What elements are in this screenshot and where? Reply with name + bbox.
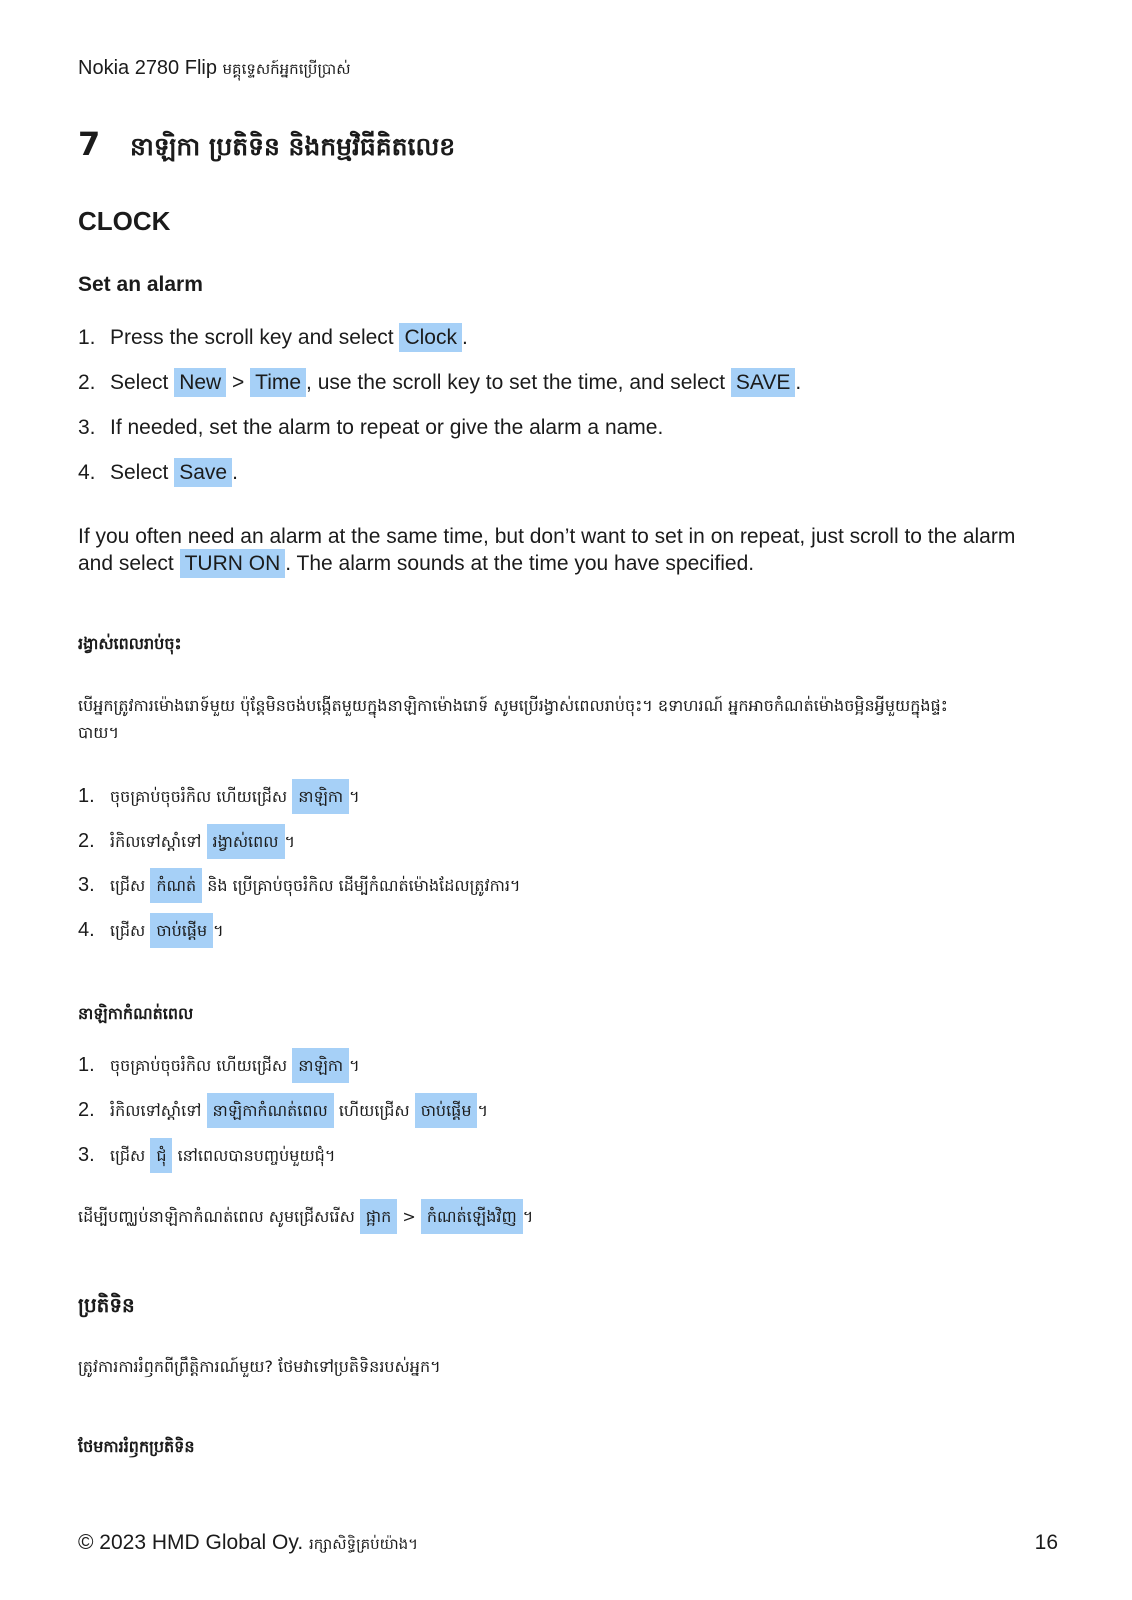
ui-label-set-km: កំណត់ [150, 868, 202, 903]
step-text: . [795, 371, 802, 394]
alarm-step [78, 410, 1038, 450]
chapter-heading [78, 122, 455, 172]
step-text: . [232, 461, 238, 484]
ui-label-reset-km: កំណត់ឡើងវិញ [421, 1199, 523, 1234]
step-text: នៅពេលបានបញ្ចប់មួយជុំ។ [172, 1146, 336, 1165]
step-number: 2. [78, 371, 96, 394]
step-number: 3. [78, 874, 95, 896]
countdown-step [78, 911, 1038, 951]
ui-label-pause-km: ផ្អាក [360, 1199, 397, 1234]
note-text: If you often need an alarm at the same time, but don’t want to set in on repeat, just scroll to the alarm and select [78, 525, 1016, 575]
alarm-note [78, 523, 1033, 577]
step-text: ។ [349, 1056, 360, 1075]
section-title: CLOCK [78, 206, 171, 236]
ui-label-lap-km: ជុំ [150, 1138, 172, 1173]
copyright-text: © 2023 HMD Global Oy. [78, 1531, 304, 1554]
step-text: , use the scroll key to set the time, and select [306, 371, 731, 394]
alarm-step [78, 365, 1038, 405]
step-text: ចុចគ្រាប់ចុចរំកិល ហើយជ្រើស [110, 787, 293, 806]
step-text: Press the scroll key and select [110, 326, 400, 349]
stopwatch-title: នាឡិកាកំណត់ពេល [78, 1004, 194, 1023]
step-number: 1. [78, 1054, 95, 1076]
step-text: If needed, set the alarm to repeat or give the alarm a name. [110, 416, 664, 439]
step-number: 1. [78, 326, 96, 349]
note-text: ។ [522, 1207, 534, 1226]
ui-label-save: Save [174, 458, 232, 487]
calendar-sub-title: ថែមការរំឭកប្រតិទិន [78, 1437, 195, 1456]
stopwatch-note [78, 1198, 533, 1236]
step-text: និង ប្រើគ្រាប់ចុចរំកិល ដើម្បីកំណត់ម៉ោងដែលត្រូវការ។ [202, 876, 521, 895]
step-text: > [226, 371, 251, 394]
ui-label-timer-km: រង្វាស់ពេល [207, 824, 285, 859]
ui-label-save-caps: SAVE [731, 368, 795, 397]
stopwatch-step [78, 1046, 1038, 1086]
countdown-title: រង្វាស់ពេលរាប់ចុះ [78, 634, 182, 653]
page-number: 16 [1034, 1531, 1058, 1554]
ui-label-new: New [174, 368, 226, 397]
ui-label-start-km: ចាប់ផ្ដើម [150, 913, 213, 948]
step-text: ហើយជ្រើស [333, 1101, 415, 1120]
footer-copyright [78, 1528, 418, 1559]
step-text: ជ្រើស [110, 876, 151, 895]
stopwatch-step [78, 1136, 1038, 1176]
calendar-intro: ត្រូវការការរំឭកពីព្រឹត្តិការណ៍មួយ? ថែមវាទៅប្រតិទិនរបស់អ្នក។ [78, 1357, 441, 1376]
step-number: 2. [78, 830, 95, 852]
countdown-step [78, 866, 1038, 906]
header-guide: មគ្គុទ្ទេសក៍អ្នកប្រើប្រាស់ [222, 60, 351, 78]
countdown-intro: បើអ្នកត្រូវការម៉ោងរោទ៍មួយ ប៉ុន្តែមិនចង់បង្កើតមួយក្នុងនាឡិកាម៉ោងរោទ៍ សូមប្រើរង្វាស់ពេលរាប់ចុះ។ ឧទាហរណ៍ អ្នកអាចកំណត់ម៉ោងចម្អិនអ្វីមួយក្នុងផ្ទះបាយ។ [78, 696, 948, 742]
chapter-title: នាឡិកា ប្រតិទិន និងកម្មវិធីគិតលេខ [130, 132, 456, 161]
chapter-number: 7 [78, 125, 101, 163]
step-text: ជ្រើស [110, 921, 151, 940]
ui-label-clock-km: នាឡិកា [292, 779, 349, 814]
stopwatch-step [78, 1091, 1038, 1131]
calendar-title: ប្រតិទិន [78, 1293, 135, 1317]
alarm-step [78, 455, 1038, 495]
step-text: ជ្រើស [110, 1146, 151, 1165]
step-text: . [461, 326, 468, 349]
ui-label-stopwatch-km: នាឡិកាកំណត់ពេល [207, 1093, 334, 1128]
step-number: 4. [78, 461, 96, 484]
step-text: រំកិលទៅស្ដាំទៅ [110, 832, 207, 851]
ui-label-start-km: ចាប់ផ្ដើម [415, 1093, 478, 1128]
alarm-step [78, 320, 1038, 360]
header-product: Nokia 2780 Flip [78, 57, 217, 79]
step-text: ចុចគ្រាប់ចុចរំកិល ហើយជ្រើស [110, 1056, 293, 1075]
ui-label-clock: Clock [399, 323, 462, 352]
ui-label-time: Time [250, 368, 306, 397]
step-text: រំកិលទៅស្ដាំទៅ [110, 1101, 207, 1120]
page-footer [78, 1528, 1058, 1559]
step-text: ។ [477, 1101, 489, 1120]
step-number: 3. [78, 416, 96, 439]
step-text: ។ [349, 787, 360, 806]
step-text: ។ [213, 921, 224, 940]
step-number: 3. [78, 1144, 95, 1166]
step-number: 2. [78, 1099, 95, 1121]
step-text: Select [110, 371, 175, 394]
running-header [78, 54, 351, 83]
ui-label-clock-km: នាឡិកា [292, 1048, 349, 1083]
note-text: > [397, 1207, 421, 1226]
note-text: . The alarm sounds at the time you have specified. [285, 552, 755, 575]
step-text: Select [110, 461, 175, 484]
step-number: 1. [78, 785, 95, 807]
ui-label-turn-on: TURN ON [180, 549, 286, 578]
alarm-title: Set an alarm [78, 273, 203, 296]
countdown-step [78, 822, 1038, 862]
step-text: ។ [284, 832, 296, 851]
note-text: ដើម្បីបញ្ឈប់នាឡិកាកំណត់ពេល សូមជ្រើសរើស [78, 1207, 360, 1226]
rights-text: រក្សាសិទ្ធិគ្រប់យ៉ាង។ [309, 1535, 419, 1553]
countdown-step [78, 777, 1038, 817]
step-number: 4. [78, 919, 95, 941]
